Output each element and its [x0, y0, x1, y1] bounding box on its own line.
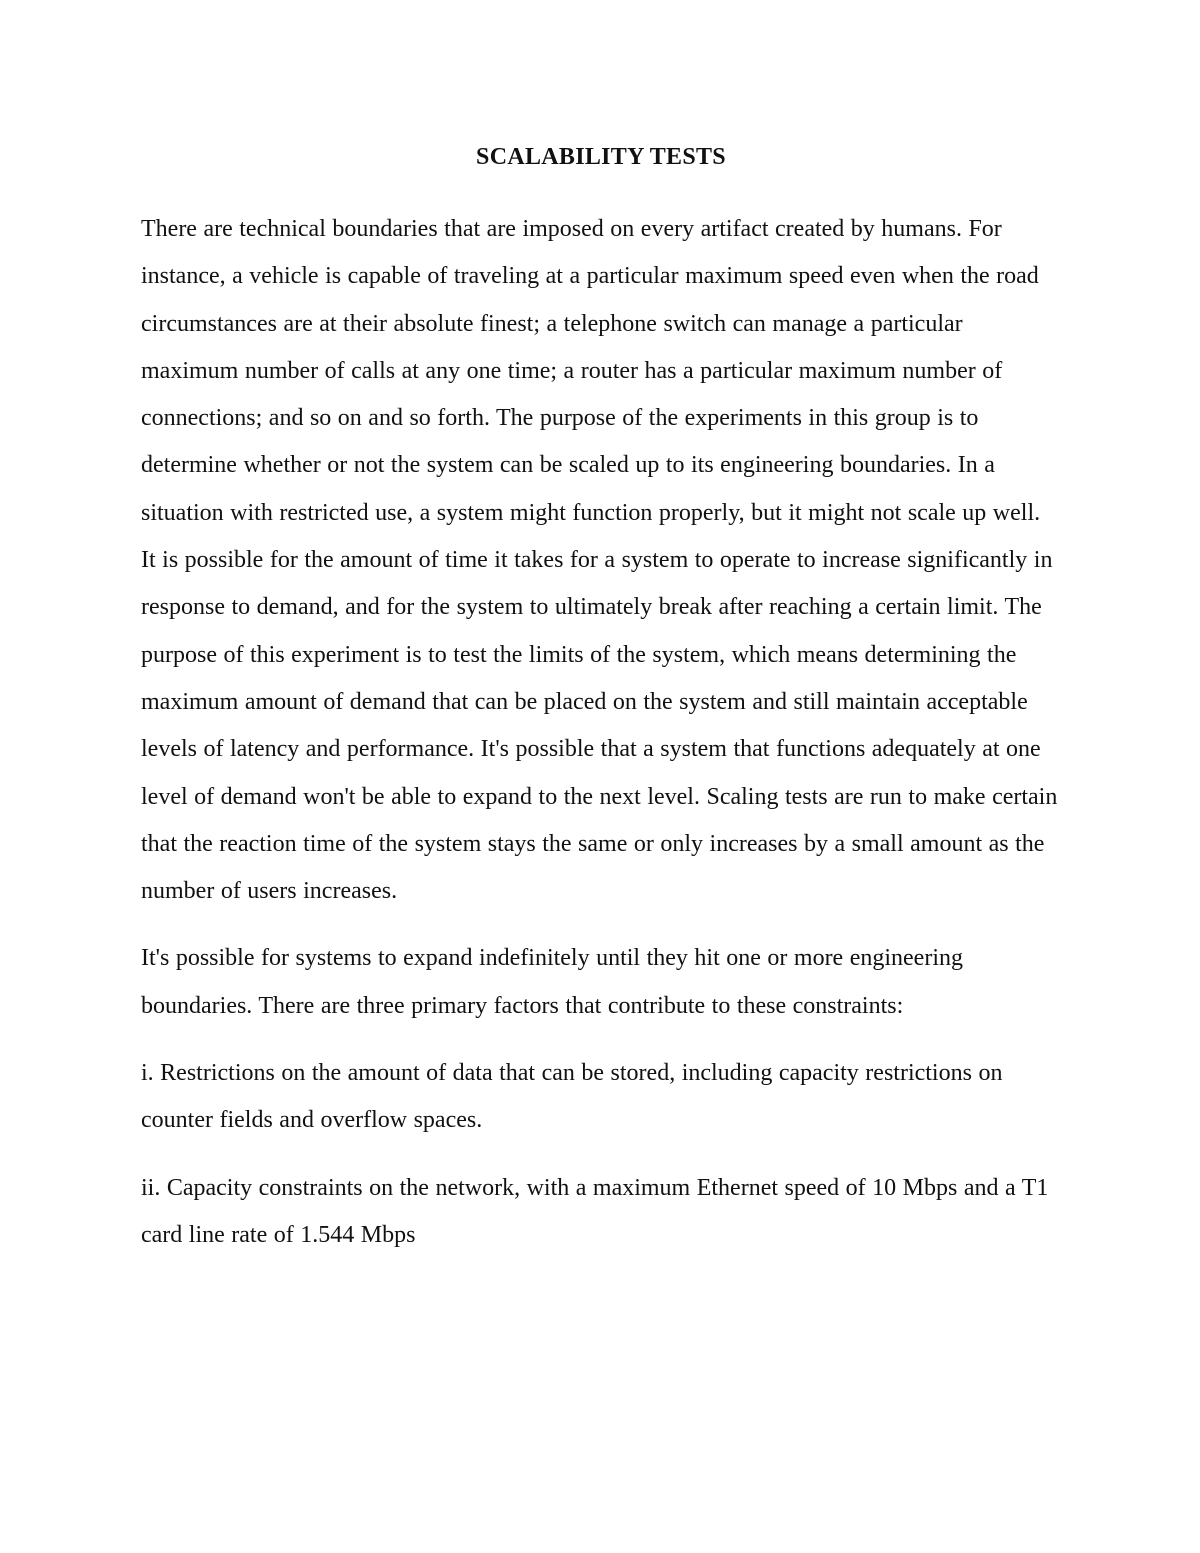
paragraph-constraints: It's possible for systems to expand indefinitely until they hit one or more engineering boundaries. There are three primary factors that contribute to these constraints: — [141, 945, 963, 1019]
list-item-network: ii. Capacity constraints on the network, with a maximum Ethernet speed of 10 Mbps and a T1 card line rate of 1.544 Mbps — [141, 1174, 1049, 1248]
list-item-storage: i. Restrictions on the amount of data that can be stored, including capacity restrictions on counter fields and overflow spaces. — [141, 1060, 1003, 1134]
document-body — [141, 138, 1061, 1279]
paragraph-intro: There are technical boundaries that are imposed on every artifact created by humans. For instance, a vehicle is capable of traveling at a particular maximum speed even when the road circumstances are at their absolute finest; a telephone switch can manage a particular maximum number of calls at any one time; a router has a particular maximum number of connections; and so on and so forth. The purpose of the experiments in this group is to determine whether or not the system can be scaled up to its engineering boundaries. In a situation with restricted use, a system might function properly, but it might not scale up well. It is possible for the amount of time it takes for a system to operate to increase significantly in response to demand, and for the system to ultimately break after reaching a certain limit. The purpose of this experiment is to test the limits of the system, which means determining the maximum amount of demand that can be placed on the system and still maintain acceptable levels of latency and performance. It's possible that a system that functions adequately at one level of demand won't be able to expand to the next level. Scaling tests are run to make certain that the reaction time of the system stays the same or only increases by a small amount as the number of users increases. — [141, 216, 1058, 905]
document-title: SCALABILITY TESTS — [476, 144, 726, 170]
